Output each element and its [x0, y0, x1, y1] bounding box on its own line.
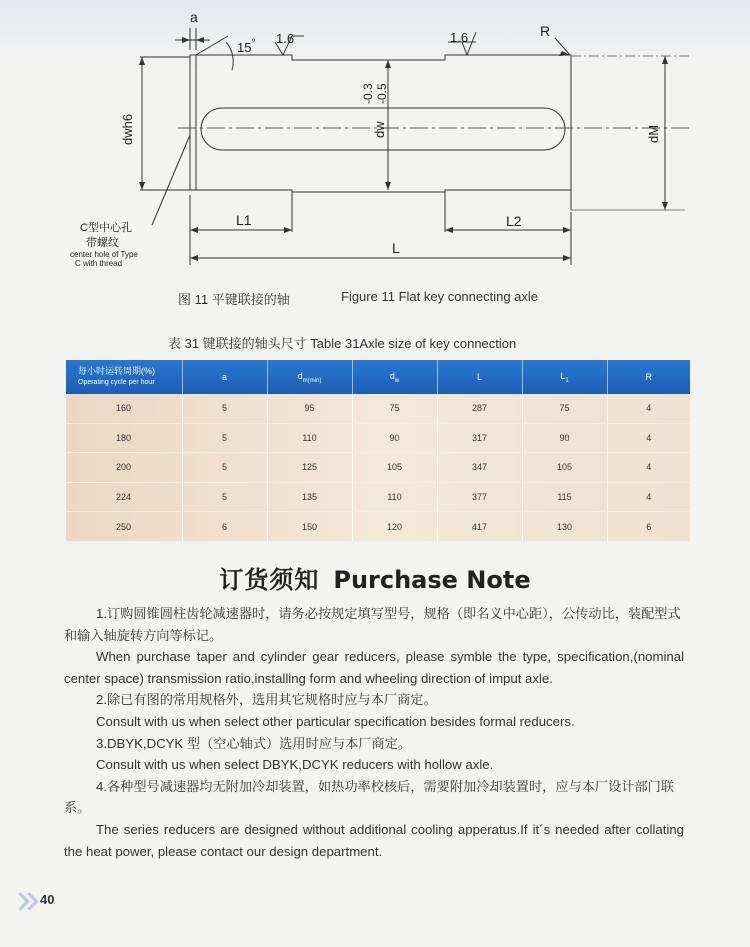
table-cell: 5 [182, 394, 267, 423]
note-paragraph-3-en: Consult with us when select DBYK,DCYK reducers with hollow axle. [96, 757, 494, 773]
label-l: L [392, 240, 400, 256]
table-cell: 135 [267, 482, 352, 512]
table-cell: 347 [437, 453, 522, 483]
table-cell: 4 [607, 423, 690, 453]
table-row [66, 394, 690, 423]
table-cell: 180 [66, 423, 182, 453]
axle-size-table [66, 360, 690, 542]
page-number: 40 [40, 892, 55, 907]
table-cell: 417 [437, 512, 522, 542]
table-cell: 377 [437, 482, 522, 512]
label-dm: dM [646, 124, 661, 143]
table-cell: 6 [607, 512, 690, 542]
table-cell: 75 [352, 394, 437, 423]
header-operating-cycle-cn: 每小时运转周期(%) [78, 366, 155, 376]
figure-caption-cn: 图 11 平键联接的轴 [178, 292, 290, 307]
table-cell: 105 [522, 453, 607, 483]
table-cell: 95 [267, 394, 352, 423]
header-operating-cycle [66, 360, 182, 394]
table-cell: 110 [267, 423, 352, 453]
table-cell: 224 [66, 482, 182, 512]
table-cell: 105 [352, 453, 437, 483]
note-paragraph-2-en: Consult with us when select other particular specification besides formal reducers. [96, 713, 575, 729]
header-dm: $d_{m(min)}$ [267, 360, 352, 394]
table-cell: 130 [522, 512, 607, 542]
page-footer [10, 893, 90, 919]
note-paragraph-1-en: When purchase taper and cylinder gear reducers, please symble the type, specification,(nominal center space) transmission ratio,installing form and wheeling direction of imput axle. [64, 649, 684, 686]
table-cell: 115 [522, 482, 607, 512]
note-paragraph-3-cn: 3.DBYK,DCYK 型（空心轴式）选用时应与本厂商定。 [96, 735, 412, 751]
label-roughness-1: 1.6 [276, 31, 295, 46]
table-cell: 90 [352, 423, 437, 453]
table-row [66, 512, 690, 542]
table-cell: 150 [267, 512, 352, 542]
purchase-note-title-en: Purchase Note [333, 566, 531, 594]
label-roughness-2: 1.6 [450, 30, 469, 45]
header-operating-cycle-en: Operating cycle per hour [78, 379, 155, 386]
table-cell: 4 [607, 482, 690, 512]
label-tol-upper: -0.3 [361, 83, 375, 104]
note-paragraph-1-cn: 1.订购圆锥圆柱齿轮减速器时，请务必按规定填写型号，规格（即名义中心距），公传动比，装配型式和输入轴旋转方向等标记。 [64, 606, 681, 643]
note-paragraph-4-cn: 4.各种型号减速器均无附加冷却装置，如热功率校核后，需要附加冷却装置时，应与本厂设计部门联系。 [64, 778, 675, 816]
table-title: 表 31 键联接的轴头尺寸 Table 31Axle size of key connection [168, 336, 517, 351]
purchase-note-title-cn: 订货须知 [219, 566, 320, 594]
table-cell: 4 [607, 453, 690, 483]
table-cell: 75 [522, 394, 607, 423]
label-dwh6: dwh6 [120, 113, 135, 145]
table-cell: 110 [352, 482, 437, 512]
table-cell: 90 [522, 423, 607, 453]
label-center-hole-en-2: C with thread [75, 259, 123, 268]
table-row [66, 482, 690, 512]
header-r: R [607, 360, 690, 394]
note-paragraph-4-en: The series reducers are designed without additional cooling apperatus.If it´s needed after collating the heat power, please contact our design department. [64, 821, 684, 859]
header-l: L [437, 360, 522, 394]
table-row [66, 423, 690, 453]
table-cell: 5 [182, 423, 267, 453]
label-l1: L1 [236, 212, 252, 228]
label-r: R [540, 23, 551, 39]
purchase-note-title [0, 560, 750, 595]
label-tol-lower: -0.5 [375, 83, 389, 104]
label-dw: dw [372, 121, 387, 138]
table-cell: 200 [66, 453, 182, 483]
header-l1: $L_1$ [522, 360, 607, 394]
note-paragraph-2-cn: 2.除已有图的常用规格外，选用其它规格时应与本厂商定。 [96, 692, 437, 708]
table-cell: 287 [437, 394, 522, 423]
header-a: a [182, 360, 267, 394]
header-dw: $d_w$ [352, 360, 437, 394]
table-cell: 120 [352, 512, 437, 542]
table-header-row [66, 360, 690, 394]
label-center-hole-cn-2: 带螺纹 [86, 237, 119, 249]
table-cell: 6 [182, 512, 267, 542]
label-l2: L2 [506, 213, 522, 229]
label-center-hole-cn-1: C型中心孔 [80, 222, 132, 234]
shaft-outline-bottom [190, 190, 571, 192]
table-cell: 125 [267, 453, 352, 483]
label-angle: 15° [237, 38, 256, 55]
axle-drawing [0, 0, 750, 300]
table-cell: 5 [182, 453, 267, 483]
label-center-hole-en-1: center hole of Type [70, 250, 138, 259]
table-cell: 160 [66, 394, 182, 423]
table-cell: 5 [182, 482, 267, 512]
purchase-notes [64, 603, 684, 862]
table-cell: 317 [437, 423, 522, 453]
table-cell: 4 [607, 394, 690, 423]
table-cell: 250 [66, 512, 182, 542]
table-row [66, 453, 690, 483]
figure-caption-en: Figure 11 Flat key connecting axle [341, 289, 539, 304]
label-a: a [190, 9, 198, 25]
